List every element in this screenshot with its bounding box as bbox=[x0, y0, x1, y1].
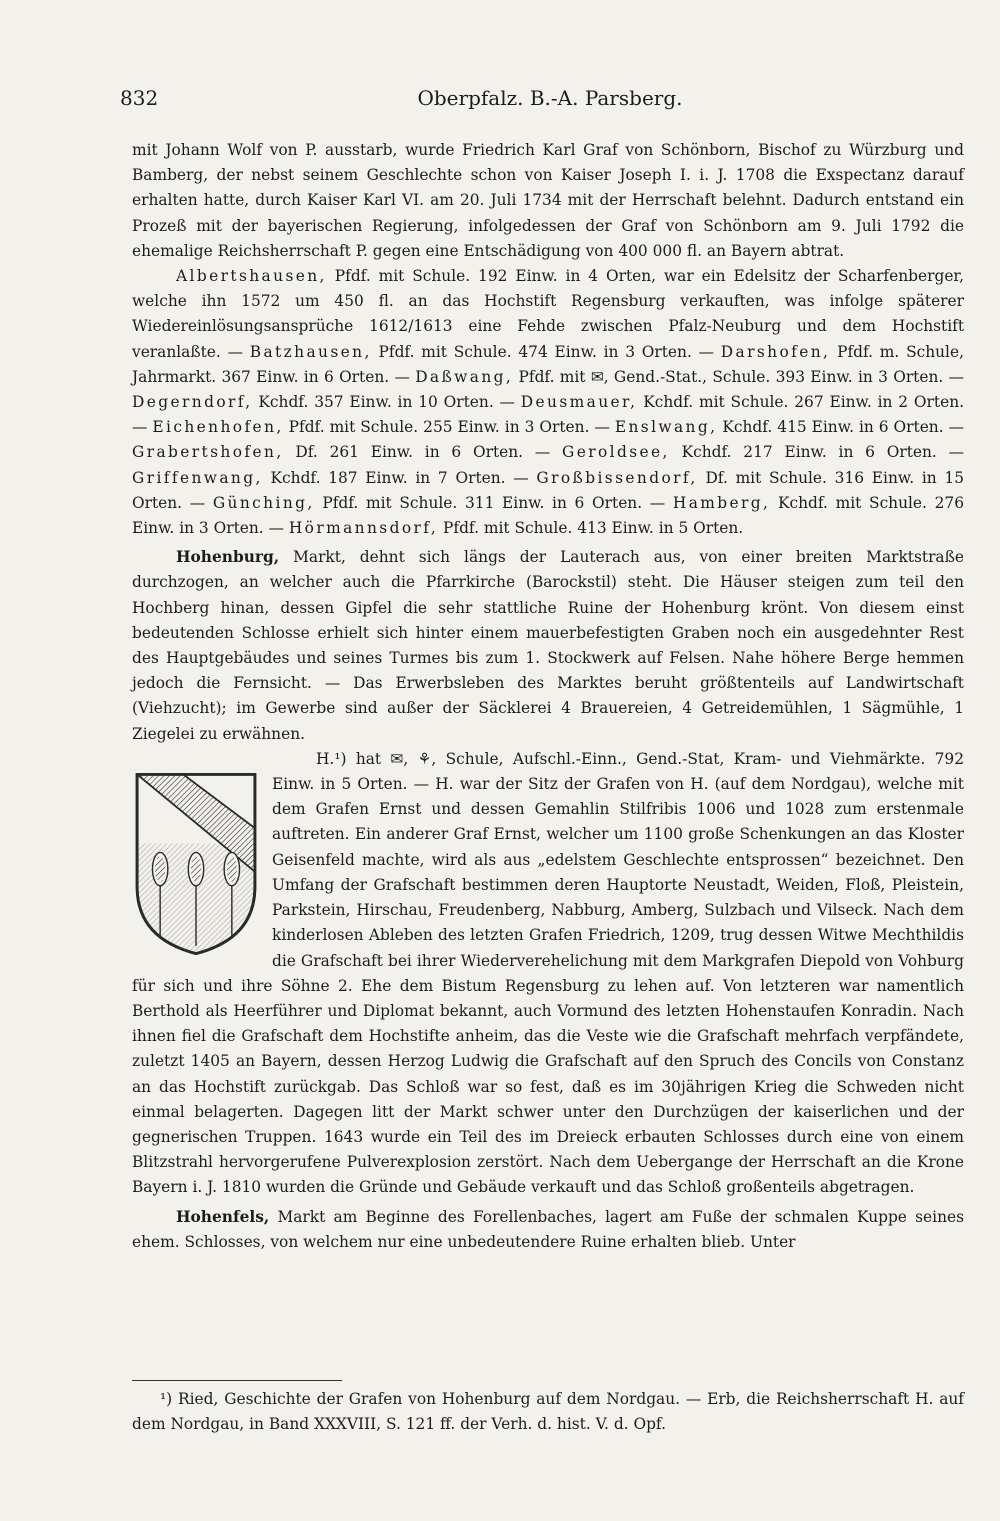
entry-lemma-hohenburg: Hohenburg, bbox=[176, 548, 280, 567]
place-text: Kchdf. 415 Einw. in 6 Orten. — bbox=[717, 418, 964, 437]
place-name: Hamberg, bbox=[672, 493, 771, 512]
place-name: Degerndorf, bbox=[132, 393, 253, 412]
place-name: Grabertshofen, bbox=[132, 443, 284, 462]
place-name: Eichenhofen, bbox=[152, 418, 284, 437]
place-text: Pfdf. mit Schule. 413 Einw. in 5 Orten. bbox=[438, 519, 744, 538]
place-name: Enslwang, bbox=[614, 418, 718, 437]
place-text: Df. 261 Einw. in 6 Orten. — bbox=[283, 443, 563, 462]
place-name: Großbissendorf, bbox=[536, 468, 698, 487]
place-text: Pfdf. mit Schule. 474 Einw. in 3 Orten. — bbox=[371, 342, 721, 361]
entry-text-hohenburg: Markt, dehnt sich längs der Lauterach aus, von einer breiten Marktstraße durchzogen, an welcher auch die Pfarrkirche (Barockstil) steht. Die Häuser steigen zum teil den Hochberg hinan, dessen Gipfel die sehr stattliche Ruine der Hohenburg krönt. Von diesem einst bedeutenden Schlosse erhielt sich hinter einem mauerbefestigten Graben noch ein ausgedehnter Rest des Hauptgebäudes und seines Turmes bis zum 1. Stockwerk auf Felsen. Nahe höhere Berge hemmen jedoch die Fernsicht. — Das Erwerbsleben des Marktes beruht größtenteils auf Landwirtschaft (Viehzucht); im Gewerbe sind außer der Säcklerei 4 Brauereien, 4 Getreidemühlen, 1 Sägmühle, 1 Ziegelei zu erwähnen. bbox=[132, 548, 964, 743]
place-name: Batzhausen, bbox=[249, 342, 372, 361]
paragraph-hohenburg-history: H.¹) hat ✉, ⚘, Schule, Aufschl.-Einn., Gend.-Stat, Kram- und Viehmärkte. 792 Einw. in 5 Orten. — H. war der Sitz der Grafen von H. (auf dem Nordgau), welche mit dem Grafen Ernst und dessen Gemahlin Stilfribis 1006 und 1028 zum erstenmale auftreten. Ein anderer Graf Ernst, welcher um 1100 große Schenkungen an das Kloster Geisenfeld machte, wird als aus „edelstem Geschlechte entsprossen“ bezeichnet. Den Umfang der Grafschaft bestimmen deren Hauptorte Neustadt, Weiden, Floß, Pleistein, Parkstein, Hirschau, Freudenberg, Nabburg, Amberg, Sulzbach und Vilseck. Nach dem kinderlosen Ableben des letzten Grafen Friedrich, 1209, trug dessen Witwe Mechthildis die Grafschaft bei ihrer Wiederverehelichung mit dem Markgrafen Diepold von Vohburg für sich und ihre Söhne 2. Ehe dem Bistum Regensburg zu lehen auf. Von letzteren war namentlich Berthold als Heerführer und Diplomat bekannt, auch Vormund des letzten Hohenstaufen Konradin. Nach ihnen fiel die Grafschaft dem Hochstifte anheim, das die Veste wie die Grafschaft mehrfach verpfändete, zuletzt 1405 an Bayern, dessen Herzog Ludwig die Grafschaft auf den Spruch des Concils von Constanz an das Hochstift zurückgab. Das Schloß war so fest, daß es im 30jährigen Krieg die Schweden nicht einmal belagerten. Dagegen litt der Markt schwer unter den Durchzügen der kaiserlichen und der gegnerischen Truppen. 1643 wurde ein Teil des im Dreieck erbauten Schlosses durch eine von einem Blitzstrahl hervorgerufene Pulverexplosion zerstört. Nach dem Uebergange der Herrschaft an die Krone Bayern i. J. 1810 wurden die Gründe und Gebäude verkauft und das Schloß großenteils abgetragen. bbox=[132, 749, 964, 1197]
place-name: Günching, bbox=[212, 493, 315, 512]
place-name: Daßwang, bbox=[415, 367, 514, 386]
place-name: Hörmannsdorf, bbox=[288, 519, 439, 538]
running-title: Oberpfalz. B.-A. Parsberg. bbox=[417, 86, 683, 110]
entry-lemma-hohenfels: Hohenfels, bbox=[176, 1207, 270, 1226]
place-text: Df. mit Schule. 316 Einw. in 15 Orten. — bbox=[132, 468, 964, 512]
place-text: Kchdf. mit Schule. 267 Einw. in 2 Orten. — bbox=[132, 393, 964, 437]
footnote-1: ¹) Ried, Geschichte der Grafen von Hohenburg auf dem Nordgau. — Erb, die Reichsherrschaft H. auf dem Nordgau, in Band XXXVIII, S. 121 ff. der Verh. d. hist. V. d. Opf. bbox=[132, 1390, 964, 1433]
place-name: Geroldsee, bbox=[562, 443, 670, 462]
coat-of-arms-svg bbox=[132, 769, 260, 959]
place-name: Albertshausen, bbox=[176, 267, 327, 286]
coat-of-arms-icon bbox=[132, 769, 260, 959]
place-text: Pfdf. mit Schule. 192 Einw. in 4 Orten, war ein Edelsitz der Scharfenberger, welche ihn 1572 um 450 fl. an das Hochstift Regensburg verkauften, was infolge späterer Wiedereinlösungsansprüche 1612/1613 eine Fehde zwischen Pfalz-Neuburg und dem Hochstift veranlaßte. — bbox=[132, 267, 964, 361]
place-text: Pfdf. m. Schule, Jahrmarkt. 367 Einw. in 6 Orten. — bbox=[132, 342, 964, 386]
paragraph-hohenburg bbox=[132, 545, 964, 747]
place-text: Kchdf. mit Schule. 276 Einw. in 3 Orten. — bbox=[132, 493, 964, 538]
place-text: Pfdf. mit Schule. 255 Einw. in 3 Orten. — bbox=[283, 418, 615, 437]
main-text bbox=[132, 138, 964, 1255]
entry-text-hohenfels: Markt am Beginne des Forellenbaches, lagert am Fuße der schmalen Kuppe seines ehem. Schlosses, von welchem nur eine unbedeutendere Ruine erhalten blieb. Unter bbox=[132, 1207, 964, 1251]
page-number: 832 bbox=[120, 86, 159, 110]
paragraph-places bbox=[132, 264, 964, 541]
place-name: Darshofen, bbox=[720, 342, 831, 361]
paragraph-schoenborn: mit Johann Wolf von P. ausstarb, wurde Friedrich Karl Graf von Schönborn, Bischof zu Würzburg und Bamberg, der nebst seinem Geschlechte schon von Kaiser Joseph I. i. J. 1708 die Exspectanz darauf erhalten hatte, durch Kaiser Karl VI. am 20. Juli 1734 mit der Herrschaft belehnt. Dadurch entstand ein Prozeß mit der bayerischen Regierung, infolgedessen der Graf von Schönborn am 9. Juli 1792 die ehemalige Reichsherrschaft P. gegen eine Entschädigung von 400 000 fl. an Bayern abtrat. bbox=[132, 141, 964, 260]
place-name: Deusmauer, bbox=[520, 393, 638, 412]
page-header bbox=[120, 86, 940, 116]
place-text: Kchdf. 187 Einw. in 7 Orten. — bbox=[262, 468, 537, 487]
place-text: Pfdf. mit Schule. 311 Einw. in 6 Orten. — bbox=[314, 493, 673, 512]
place-text: Kchdf. 217 Einw. in 6 Orten. — bbox=[669, 443, 964, 462]
footnotes bbox=[132, 1380, 964, 1437]
place-name: Griffenwang, bbox=[132, 468, 263, 487]
paragraph-hohenfels bbox=[132, 1205, 964, 1255]
place-text: Kchdf. 357 Einw. in 10 Orten. — bbox=[252, 393, 521, 412]
footnote-divider bbox=[132, 1380, 342, 1381]
place-text: Pfdf. mit ✉, Gend.-Stat., Schule. 393 Einw. in 3 Orten. — bbox=[513, 367, 964, 386]
